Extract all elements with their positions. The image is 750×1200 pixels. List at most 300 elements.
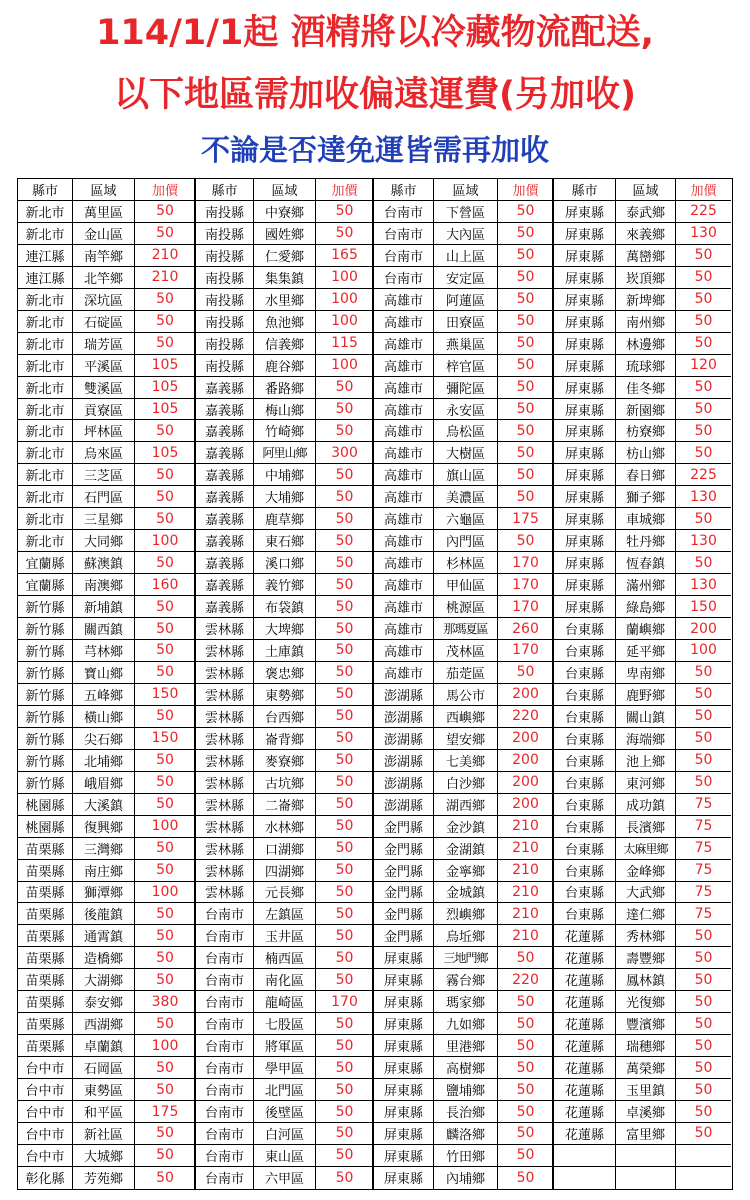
table-row — [554, 333, 731, 355]
table-row — [554, 267, 731, 289]
district-cell: 田寮區 — [434, 311, 498, 333]
table-row — [554, 355, 731, 377]
surcharge-cell: 50 — [135, 552, 196, 574]
district-cell: 褒忠鄉 — [254, 662, 316, 684]
district-cell: 魚池鄉 — [254, 311, 316, 333]
surcharge-cell: 50 — [135, 947, 196, 969]
county-cell: 花蓮縣 — [554, 1057, 616, 1079]
county-cell: 南投縣 — [196, 223, 254, 245]
surcharge-cell: 50 — [498, 947, 554, 969]
district-cell: 枋寮鄉 — [616, 420, 676, 442]
surcharge-cell: 50 — [676, 772, 731, 794]
surcharge-cell: 50 — [316, 574, 374, 596]
table-row — [18, 464, 196, 486]
county-cell: 桃園縣 — [18, 794, 73, 816]
surcharge-cell: 175 — [498, 508, 554, 530]
district-cell: 安定區 — [434, 267, 498, 289]
table-row — [554, 420, 731, 442]
county-cell: 苗栗縣 — [18, 882, 73, 904]
table-row — [374, 684, 554, 706]
district-cell: 集集鎮 — [254, 267, 316, 289]
table-header-row — [18, 179, 196, 201]
table-row — [196, 333, 374, 355]
table-block — [374, 179, 554, 1189]
district-cell: 東勢區 — [73, 1079, 135, 1101]
county-cell: 高雄市 — [374, 530, 434, 552]
table-row — [18, 1079, 196, 1101]
surcharge-cell: 50 — [676, 377, 731, 399]
table-row — [18, 245, 196, 267]
county-cell: 嘉義縣 — [196, 442, 254, 464]
district-cell: 復興鄉 — [73, 816, 135, 838]
surcharge-cell: 165 — [316, 245, 374, 267]
county-cell: 雲林縣 — [196, 860, 254, 882]
surcharge-cell: 380 — [135, 991, 196, 1013]
district-cell: 春日鄉 — [616, 464, 676, 486]
surcharge-cell: 50 — [316, 618, 374, 640]
surcharge-cell: 50 — [498, 311, 554, 333]
district-cell: 峨眉鄉 — [73, 772, 135, 794]
surcharge-cell: 50 — [135, 464, 196, 486]
county-cell: 台東縣 — [554, 860, 616, 882]
county-cell: 屏東縣 — [554, 355, 616, 377]
district-cell: 甲仙區 — [434, 574, 498, 596]
county-cell: 澎湖縣 — [374, 794, 434, 816]
county-cell: 新竹縣 — [18, 618, 73, 640]
surcharge-cell: 210 — [498, 816, 554, 838]
district-cell: 左鎮區 — [254, 903, 316, 925]
county-cell: 苗栗縣 — [18, 903, 73, 925]
table-row — [554, 816, 731, 838]
surcharge-cell — [676, 1145, 731, 1167]
table-row — [18, 442, 196, 464]
table-row — [18, 1101, 196, 1123]
table-row — [196, 947, 374, 969]
table-row — [374, 1013, 554, 1035]
table-row — [374, 618, 554, 640]
surcharge-cell: 50 — [676, 552, 731, 574]
district-cell: 新埤鄉 — [616, 289, 676, 311]
table-row — [374, 903, 554, 925]
surcharge-cell: 50 — [676, 245, 731, 267]
surcharge-cell: 50 — [316, 969, 374, 991]
district-cell: 茄萣區 — [434, 662, 498, 684]
table-row — [196, 223, 374, 245]
district-cell: 萬榮鄉 — [616, 1057, 676, 1079]
surcharge-cell: 50 — [498, 486, 554, 508]
county-cell: 屏東縣 — [374, 991, 434, 1013]
county-cell: 南投縣 — [196, 289, 254, 311]
county-cell: 雲林縣 — [196, 882, 254, 904]
county-cell: 南投縣 — [196, 267, 254, 289]
county-cell: 南投縣 — [196, 355, 254, 377]
surcharge-cell: 50 — [135, 201, 196, 223]
county-cell: 高雄市 — [374, 574, 434, 596]
surcharge-cell: 50 — [498, 289, 554, 311]
county-cell: 連江縣 — [18, 267, 73, 289]
district-cell: 元長鄉 — [254, 882, 316, 904]
table-row — [196, 882, 374, 904]
district-cell: 南澳鄉 — [73, 574, 135, 596]
county-cell: 屏東縣 — [554, 223, 616, 245]
county-cell: 花蓮縣 — [554, 991, 616, 1013]
surcharge-cell: 50 — [135, 508, 196, 530]
county-cell: 花蓮縣 — [554, 969, 616, 991]
table-row — [374, 882, 554, 904]
table-row — [18, 311, 196, 333]
county-cell: 台南市 — [196, 925, 254, 947]
county-cell: 金門縣 — [374, 903, 434, 925]
district-cell: 龍崎區 — [254, 991, 316, 1013]
table-block — [18, 179, 196, 1189]
table-row — [554, 1013, 731, 1035]
table-row — [196, 750, 374, 772]
county-cell: 高雄市 — [374, 420, 434, 442]
county-cell: 台東縣 — [554, 794, 616, 816]
county-cell: 台南市 — [374, 245, 434, 267]
table-row — [374, 201, 554, 223]
district-cell: 內門區 — [434, 530, 498, 552]
table-header-row — [196, 179, 374, 201]
table-row — [18, 947, 196, 969]
district-cell: 白河區 — [254, 1123, 316, 1145]
county-cell: 金門縣 — [374, 925, 434, 947]
county-cell: 宜蘭縣 — [18, 574, 73, 596]
table-row — [554, 1145, 731, 1167]
district-cell: 下營區 — [434, 201, 498, 223]
surcharge-cell: 50 — [316, 1123, 374, 1145]
table-row — [374, 508, 554, 530]
county-cell: 澎湖縣 — [374, 772, 434, 794]
district-cell: 鹿谷鄉 — [254, 355, 316, 377]
table-row — [554, 442, 731, 464]
surcharge-cell: 50 — [135, 706, 196, 728]
surcharge-cell: 100 — [135, 816, 196, 838]
surcharge-cell: 200 — [498, 728, 554, 750]
county-cell: 台南市 — [374, 267, 434, 289]
surcharge-cell: 50 — [498, 333, 554, 355]
county-cell: 高雄市 — [374, 355, 434, 377]
table-row — [18, 991, 196, 1013]
surcharge-cell: 200 — [676, 618, 731, 640]
table-row — [196, 706, 374, 728]
district-cell: 新社區 — [73, 1123, 135, 1145]
county-cell: 苗栗縣 — [18, 838, 73, 860]
district-cell: 西嶼鄉 — [434, 706, 498, 728]
table-row — [554, 925, 731, 947]
surcharge-cell: 170 — [498, 640, 554, 662]
surcharge-cell: 50 — [316, 1035, 374, 1057]
table-row — [554, 662, 731, 684]
surcharge-cell: 50 — [498, 355, 554, 377]
table-header-cell: 區域 — [73, 179, 135, 201]
surcharge-cell: 220 — [498, 969, 554, 991]
title-line-2: 以下地區需加收偏遠運費(另加收) — [114, 75, 636, 115]
table-row — [374, 267, 554, 289]
surcharge-cell: 50 — [676, 508, 731, 530]
surcharge-cell: 50 — [316, 201, 374, 223]
district-cell: 義竹鄉 — [254, 574, 316, 596]
district-cell: 西湖鄉 — [73, 1013, 135, 1035]
district-cell: 尖石鄉 — [73, 728, 135, 750]
surcharge-cell: 50 — [676, 662, 731, 684]
table-row — [554, 508, 731, 530]
surcharge-cell: 50 — [498, 442, 554, 464]
surcharge-cell: 50 — [498, 1101, 554, 1123]
district-cell: 南竿鄉 — [73, 245, 135, 267]
county-cell: 屏東縣 — [554, 552, 616, 574]
district-cell: 五峰鄉 — [73, 684, 135, 706]
surcharge-cell: 50 — [316, 530, 374, 552]
county-cell: 嘉義縣 — [196, 530, 254, 552]
county-cell: 屏東縣 — [554, 201, 616, 223]
table-row — [554, 245, 731, 267]
district-cell: 口湖鄉 — [254, 838, 316, 860]
surcharge-cell: 220 — [498, 706, 554, 728]
county-cell: 南投縣 — [196, 333, 254, 355]
county-cell: 屏東縣 — [374, 1035, 434, 1057]
table-row — [18, 377, 196, 399]
surcharge-cell: 210 — [135, 245, 196, 267]
county-cell: 屏東縣 — [554, 399, 616, 421]
county-cell: 台中市 — [18, 1101, 73, 1123]
table-row — [196, 684, 374, 706]
county-cell: 金門縣 — [374, 860, 434, 882]
district-cell: 六龜區 — [434, 508, 498, 530]
surcharge-cell: 50 — [498, 1145, 554, 1167]
district-cell: 達仁鄉 — [616, 903, 676, 925]
surcharge-cell: 50 — [316, 750, 374, 772]
surcharge-cell: 50 — [676, 289, 731, 311]
county-cell: 南投縣 — [196, 245, 254, 267]
table-row — [196, 377, 374, 399]
district-cell: 泰安鄉 — [73, 991, 135, 1013]
table-row — [196, 289, 374, 311]
county-cell: 屏東縣 — [554, 486, 616, 508]
table-row — [374, 772, 554, 794]
county-cell: 宜蘭縣 — [18, 552, 73, 574]
table-row — [554, 728, 731, 750]
surcharge-cell: 210 — [498, 860, 554, 882]
surcharge-cell: 50 — [676, 1057, 731, 1079]
county-cell: 台南市 — [196, 903, 254, 925]
county-cell: 嘉義縣 — [196, 464, 254, 486]
table-block — [196, 179, 374, 1189]
table-row — [196, 1145, 374, 1167]
surcharge-cell: 75 — [676, 860, 731, 882]
county-cell: 澎湖縣 — [374, 728, 434, 750]
county-cell: 新北市 — [18, 486, 73, 508]
surcharge-cell: 50 — [498, 267, 554, 289]
county-cell: 台南市 — [196, 991, 254, 1013]
table-header-cell: 區域 — [434, 179, 498, 201]
county-cell: 雲林縣 — [196, 662, 254, 684]
county-cell: 雲林縣 — [196, 728, 254, 750]
district-cell: 麥寮鄉 — [254, 750, 316, 772]
county-cell: 屏東縣 — [374, 947, 434, 969]
table-row — [196, 1035, 374, 1057]
surcharge-cell: 210 — [498, 903, 554, 925]
table-row — [554, 1057, 731, 1079]
district-cell: 大武鄉 — [616, 882, 676, 904]
county-cell: 嘉義縣 — [196, 552, 254, 574]
table-row — [554, 223, 731, 245]
surcharge-cell: 50 — [135, 969, 196, 991]
table-header-cell: 縣市 — [554, 179, 616, 201]
table-row — [554, 684, 731, 706]
county-cell — [554, 1167, 616, 1189]
district-cell: 光復鄉 — [616, 991, 676, 1013]
county-cell: 苗栗縣 — [18, 1013, 73, 1035]
surcharge-cell: 225 — [676, 201, 731, 223]
table-row — [18, 1035, 196, 1057]
surcharge-cell: 200 — [498, 750, 554, 772]
county-cell: 新北市 — [18, 311, 73, 333]
table-row — [18, 596, 196, 618]
district-cell: 望安鄉 — [434, 728, 498, 750]
county-cell: 新竹縣 — [18, 750, 73, 772]
table-row — [374, 860, 554, 882]
county-cell: 台南市 — [196, 1057, 254, 1079]
district-cell: 池上鄉 — [616, 750, 676, 772]
surcharge-cell: 50 — [676, 947, 731, 969]
surcharge-cell: 50 — [135, 1057, 196, 1079]
county-cell: 雲林縣 — [196, 684, 254, 706]
surcharge-cell: 50 — [676, 1035, 731, 1057]
surcharge-cell: 50 — [135, 772, 196, 794]
county-cell: 台東縣 — [554, 662, 616, 684]
county-cell: 高雄市 — [374, 640, 434, 662]
district-cell: 關西鎮 — [73, 618, 135, 640]
county-cell: 屏東縣 — [374, 1123, 434, 1145]
surcharge-cell: 50 — [676, 1101, 731, 1123]
district-cell: 泰武鄉 — [616, 201, 676, 223]
district-cell: 瑞芳區 — [73, 333, 135, 355]
table-row — [374, 662, 554, 684]
district-cell: 南化區 — [254, 969, 316, 991]
district-cell: 阿蓮區 — [434, 289, 498, 311]
county-cell: 金門縣 — [374, 838, 434, 860]
surcharge-cell: 50 — [135, 1013, 196, 1035]
county-cell: 雲林縣 — [196, 640, 254, 662]
surcharge-cell: 50 — [316, 552, 374, 574]
county-cell: 花蓮縣 — [554, 925, 616, 947]
table-row — [374, 969, 554, 991]
district-cell: 將軍區 — [254, 1035, 316, 1057]
district-cell: 水里鄉 — [254, 289, 316, 311]
surcharge-cell: 105 — [135, 399, 196, 421]
table-row — [196, 442, 374, 464]
county-cell: 嘉義縣 — [196, 508, 254, 530]
district-cell: 秀林鄉 — [616, 925, 676, 947]
district-cell: 鳳林鎮 — [616, 969, 676, 991]
surcharge-cell — [676, 1167, 731, 1189]
surcharge-cell: 100 — [316, 289, 374, 311]
table-row — [18, 201, 196, 223]
surcharge-cell: 50 — [316, 947, 374, 969]
district-cell: 石碇區 — [73, 311, 135, 333]
county-cell: 花蓮縣 — [554, 1035, 616, 1057]
table-row — [18, 530, 196, 552]
table-row — [196, 201, 374, 223]
surcharge-cell: 50 — [498, 1079, 554, 1101]
table-row — [196, 355, 374, 377]
county-cell: 台南市 — [374, 201, 434, 223]
county-cell: 台南市 — [196, 1079, 254, 1101]
county-cell: 新北市 — [18, 420, 73, 442]
table-row — [196, 662, 374, 684]
district-cell: 枋山鄉 — [616, 442, 676, 464]
table-row — [196, 1167, 374, 1189]
district-cell: 金沙鎮 — [434, 816, 498, 838]
table-row — [196, 969, 374, 991]
county-cell: 嘉義縣 — [196, 486, 254, 508]
county-cell: 新竹縣 — [18, 684, 73, 706]
table-row — [18, 1145, 196, 1167]
county-cell: 屏東縣 — [554, 245, 616, 267]
table-row — [374, 596, 554, 618]
surcharge-cell: 170 — [498, 552, 554, 574]
table-row — [554, 289, 731, 311]
table-row — [374, 816, 554, 838]
table-row — [18, 1123, 196, 1145]
district-cell: 芳苑鄉 — [73, 1167, 135, 1189]
district-cell: 杉林區 — [434, 552, 498, 574]
table-row — [196, 420, 374, 442]
table-header-cell: 縣市 — [196, 179, 254, 201]
surcharge-cell: 50 — [498, 420, 554, 442]
table-row — [18, 1013, 196, 1035]
district-cell: 鹽埔鄉 — [434, 1079, 498, 1101]
district-cell: 中寮鄉 — [254, 201, 316, 223]
district-cell: 六甲區 — [254, 1167, 316, 1189]
district-cell: 九如鄉 — [434, 1013, 498, 1035]
county-cell: 台南市 — [196, 969, 254, 991]
county-cell: 嘉義縣 — [196, 420, 254, 442]
surcharge-cell: 50 — [498, 201, 554, 223]
surcharge-cell: 120 — [676, 355, 731, 377]
table-header-cell: 縣市 — [18, 179, 73, 201]
table-row — [18, 486, 196, 508]
surcharge-cell: 50 — [676, 1123, 731, 1145]
district-cell: 美濃區 — [434, 486, 498, 508]
table-row — [196, 1057, 374, 1079]
surcharge-cell: 50 — [316, 882, 374, 904]
surcharge-cell: 100 — [316, 311, 374, 333]
table-row — [374, 706, 554, 728]
county-cell: 高雄市 — [374, 596, 434, 618]
district-cell: 滿州鄉 — [616, 574, 676, 596]
district-cell: 梅山鄉 — [254, 399, 316, 421]
district-cell: 烈嶼鄉 — [434, 903, 498, 925]
table-header-cell: 區域 — [254, 179, 316, 201]
surcharge-cell: 50 — [676, 925, 731, 947]
surcharge-cell: 50 — [676, 442, 731, 464]
county-cell: 新北市 — [18, 377, 73, 399]
surcharge-cell: 50 — [676, 311, 731, 333]
table-row — [196, 552, 374, 574]
county-cell: 桃園縣 — [18, 816, 73, 838]
table-row — [374, 991, 554, 1013]
county-cell: 屏東縣 — [554, 530, 616, 552]
county-cell: 新竹縣 — [18, 662, 73, 684]
county-cell: 屏東縣 — [554, 333, 616, 355]
county-cell: 高雄市 — [374, 486, 434, 508]
district-cell: 石門區 — [73, 486, 135, 508]
district-cell: 關山鎮 — [616, 706, 676, 728]
surcharge-cell: 50 — [135, 333, 196, 355]
table-header-cell: 區域 — [616, 179, 676, 201]
